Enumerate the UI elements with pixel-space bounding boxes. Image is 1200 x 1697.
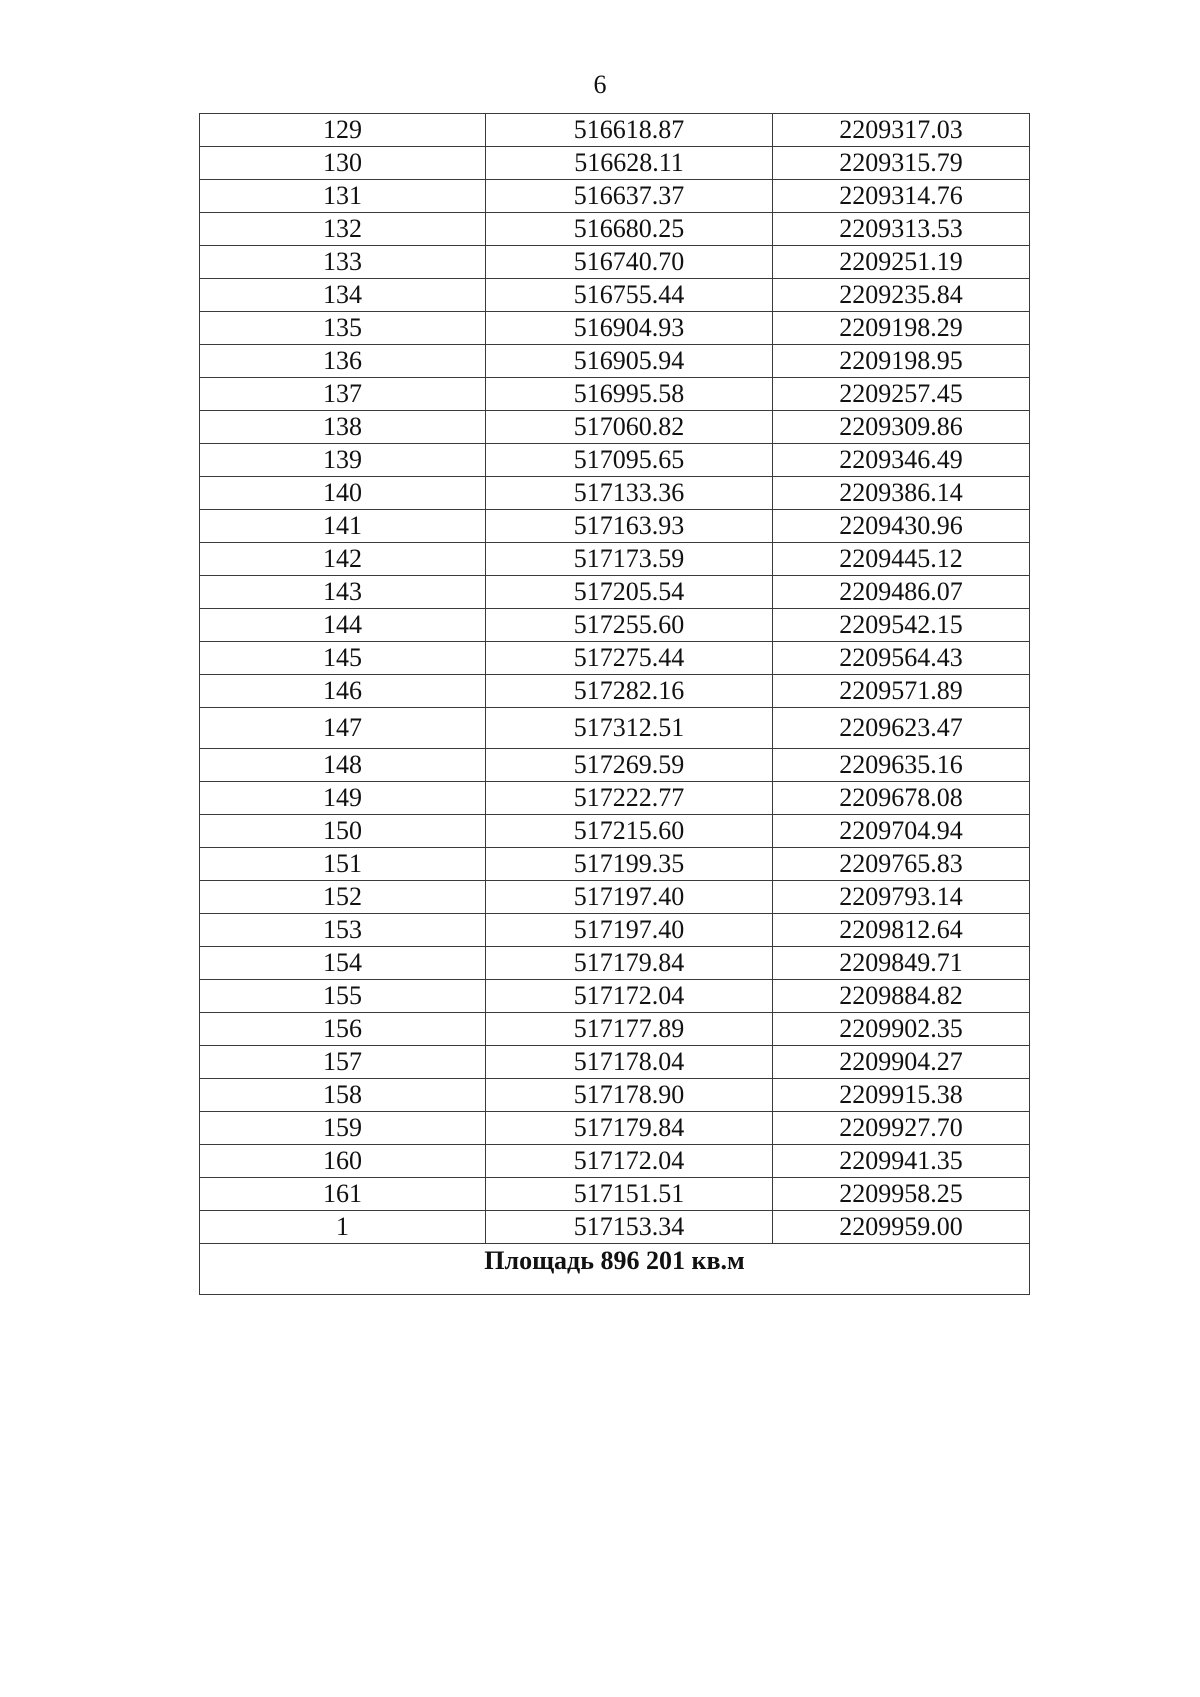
coordinates-table-body: [200, 114, 1030, 1244]
coordinate-y-cell: 2209915.38: [773, 1079, 1030, 1112]
coordinate-y-cell: 2209564.43: [773, 642, 1030, 675]
table-row: [200, 1013, 1030, 1046]
point-number-cell: 129: [200, 114, 486, 147]
point-number-cell: 134: [200, 279, 486, 312]
coordinate-y-cell: 2209445.12: [773, 543, 1030, 576]
coordinate-y-cell: 2209849.71: [773, 947, 1030, 980]
table-row: [200, 914, 1030, 947]
coordinate-y-cell: 2209542.15: [773, 609, 1030, 642]
coordinates-table: [199, 113, 1030, 1295]
coordinate-y-cell: 2209315.79: [773, 147, 1030, 180]
coordinate-x-cell: 517095.65: [486, 444, 773, 477]
point-number-cell: 143: [200, 576, 486, 609]
table-row: [200, 675, 1030, 708]
point-number-cell: 147: [200, 708, 486, 749]
point-number-cell: 161: [200, 1178, 486, 1211]
coordinate-x-cell: 517255.60: [486, 609, 773, 642]
point-number-cell: 144: [200, 609, 486, 642]
table-row: [200, 708, 1030, 749]
point-number-cell: 137: [200, 378, 486, 411]
coordinate-y-cell: 2209486.07: [773, 576, 1030, 609]
summary-row: [200, 1244, 1030, 1295]
coordinate-y-cell: 2209430.96: [773, 510, 1030, 543]
table-row: [200, 1145, 1030, 1178]
coordinate-y-cell: 2209623.47: [773, 708, 1030, 749]
table-row: [200, 114, 1030, 147]
coordinate-x-cell: 517282.16: [486, 675, 773, 708]
point-number-cell: 142: [200, 543, 486, 576]
point-number-cell: 156: [200, 1013, 486, 1046]
area-summary: Площадь 896 201 кв.м: [200, 1244, 1030, 1295]
coordinate-x-cell: 516618.87: [486, 114, 773, 147]
coordinate-y-cell: 2209386.14: [773, 477, 1030, 510]
coordinate-x-cell: 516628.11: [486, 147, 773, 180]
table-row: [200, 1079, 1030, 1112]
table-row: [200, 848, 1030, 881]
coordinate-y-cell: 2209902.35: [773, 1013, 1030, 1046]
point-number-cell: 131: [200, 180, 486, 213]
point-number-cell: 149: [200, 782, 486, 815]
table-row: [200, 312, 1030, 345]
coordinate-x-cell: 517060.82: [486, 411, 773, 444]
coordinate-y-cell: 2209678.08: [773, 782, 1030, 815]
coordinate-y-cell: 2209314.76: [773, 180, 1030, 213]
coordinate-x-cell: 517312.51: [486, 708, 773, 749]
point-number-cell: 155: [200, 980, 486, 1013]
table-row: [200, 881, 1030, 914]
point-number-cell: 139: [200, 444, 486, 477]
coordinate-y-cell: 2209317.03: [773, 114, 1030, 147]
point-number-cell: 148: [200, 749, 486, 782]
table-row: [200, 609, 1030, 642]
coordinate-y-cell: 2209309.86: [773, 411, 1030, 444]
coordinate-x-cell: 517205.54: [486, 576, 773, 609]
point-number-cell: 154: [200, 947, 486, 980]
coordinate-y-cell: 2209257.45: [773, 378, 1030, 411]
coordinate-x-cell: 517163.93: [486, 510, 773, 543]
table-row: [200, 213, 1030, 246]
point-number-cell: 145: [200, 642, 486, 675]
page-number: 6: [593, 70, 607, 99]
coordinate-y-cell: 2209704.94: [773, 815, 1030, 848]
coordinate-y-cell: 2209635.16: [773, 749, 1030, 782]
point-number-cell: 146: [200, 675, 486, 708]
point-number-cell: 157: [200, 1046, 486, 1079]
coordinate-y-cell: 2209958.25: [773, 1178, 1030, 1211]
coordinate-x-cell: 516740.70: [486, 246, 773, 279]
table-row: [200, 477, 1030, 510]
table-row: [200, 345, 1030, 378]
coordinate-y-cell: 2209927.70: [773, 1112, 1030, 1145]
table-row: [200, 815, 1030, 848]
point-number-cell: 138: [200, 411, 486, 444]
coordinate-x-cell: 517199.35: [486, 848, 773, 881]
coordinate-y-cell: 2209235.84: [773, 279, 1030, 312]
table-row: [200, 279, 1030, 312]
coordinate-x-cell: 516905.94: [486, 345, 773, 378]
coordinate-y-cell: 2209884.82: [773, 980, 1030, 1013]
table-row: [200, 947, 1030, 980]
table-row: [200, 642, 1030, 675]
coordinate-x-cell: 516904.93: [486, 312, 773, 345]
coordinate-y-cell: 2209812.64: [773, 914, 1030, 947]
coordinate-x-cell: 517275.44: [486, 642, 773, 675]
coordinate-x-cell: 517177.89: [486, 1013, 773, 1046]
coordinate-x-cell: 517179.84: [486, 947, 773, 980]
coordinate-x-cell: 516995.58: [486, 378, 773, 411]
coordinate-x-cell: 517178.04: [486, 1046, 773, 1079]
coordinate-x-cell: 516755.44: [486, 279, 773, 312]
point-number-cell: 130: [200, 147, 486, 180]
table-row: [200, 378, 1030, 411]
coordinate-x-cell: 517172.04: [486, 1145, 773, 1178]
coordinate-x-cell: 517173.59: [486, 543, 773, 576]
coordinate-x-cell: 517172.04: [486, 980, 773, 1013]
point-number-cell: 140: [200, 477, 486, 510]
table-row: [200, 980, 1030, 1013]
point-number-cell: 151: [200, 848, 486, 881]
coordinate-x-cell: 517197.40: [486, 881, 773, 914]
point-number-cell: 1: [200, 1211, 486, 1244]
point-number-cell: 132: [200, 213, 486, 246]
point-number-cell: 135: [200, 312, 486, 345]
coordinate-x-cell: 517215.60: [486, 815, 773, 848]
table-row: [200, 411, 1030, 444]
table-row: [200, 1112, 1030, 1145]
coordinate-x-cell: 517153.34: [486, 1211, 773, 1244]
coordinate-x-cell: 516637.37: [486, 180, 773, 213]
table-row: [200, 246, 1030, 279]
point-number-cell: 141: [200, 510, 486, 543]
coordinate-x-cell: 516680.25: [486, 213, 773, 246]
point-number-cell: 153: [200, 914, 486, 947]
coordinate-y-cell: 2209198.95: [773, 345, 1030, 378]
table-row: [200, 510, 1030, 543]
coordinate-y-cell: 2209904.27: [773, 1046, 1030, 1079]
coordinate-y-cell: 2209251.19: [773, 246, 1030, 279]
point-number-cell: 160: [200, 1145, 486, 1178]
coordinate-y-cell: 2209571.89: [773, 675, 1030, 708]
table-row: [200, 147, 1030, 180]
point-number-cell: 159: [200, 1112, 486, 1145]
table-row: [200, 749, 1030, 782]
coordinate-x-cell: 517179.84: [486, 1112, 773, 1145]
table-row: [200, 1046, 1030, 1079]
table-row: [200, 1211, 1030, 1244]
coordinate-y-cell: 2209941.35: [773, 1145, 1030, 1178]
coordinate-x-cell: 517151.51: [486, 1178, 773, 1211]
table-row: [200, 444, 1030, 477]
coordinate-x-cell: 517178.90: [486, 1079, 773, 1112]
coordinate-x-cell: 517222.77: [486, 782, 773, 815]
coordinate-y-cell: 2209198.29: [773, 312, 1030, 345]
coordinate-y-cell: 2209793.14: [773, 881, 1030, 914]
coordinate-x-cell: 517197.40: [486, 914, 773, 947]
table-row: [200, 782, 1030, 815]
coordinate-y-cell: 2209959.00: [773, 1211, 1030, 1244]
table-row: [200, 1178, 1030, 1211]
point-number-cell: 150: [200, 815, 486, 848]
table-row: [200, 543, 1030, 576]
table-row: [200, 576, 1030, 609]
coordinate-y-cell: 2209313.53: [773, 213, 1030, 246]
coordinate-x-cell: 517133.36: [486, 477, 773, 510]
point-number-cell: 158: [200, 1079, 486, 1112]
coordinate-y-cell: 2209765.83: [773, 848, 1030, 881]
point-number-cell: 136: [200, 345, 486, 378]
point-number-cell: 133: [200, 246, 486, 279]
point-number-cell: 152: [200, 881, 486, 914]
coordinate-y-cell: 2209346.49: [773, 444, 1030, 477]
coordinate-x-cell: 517269.59: [486, 749, 773, 782]
table-row: [200, 180, 1030, 213]
